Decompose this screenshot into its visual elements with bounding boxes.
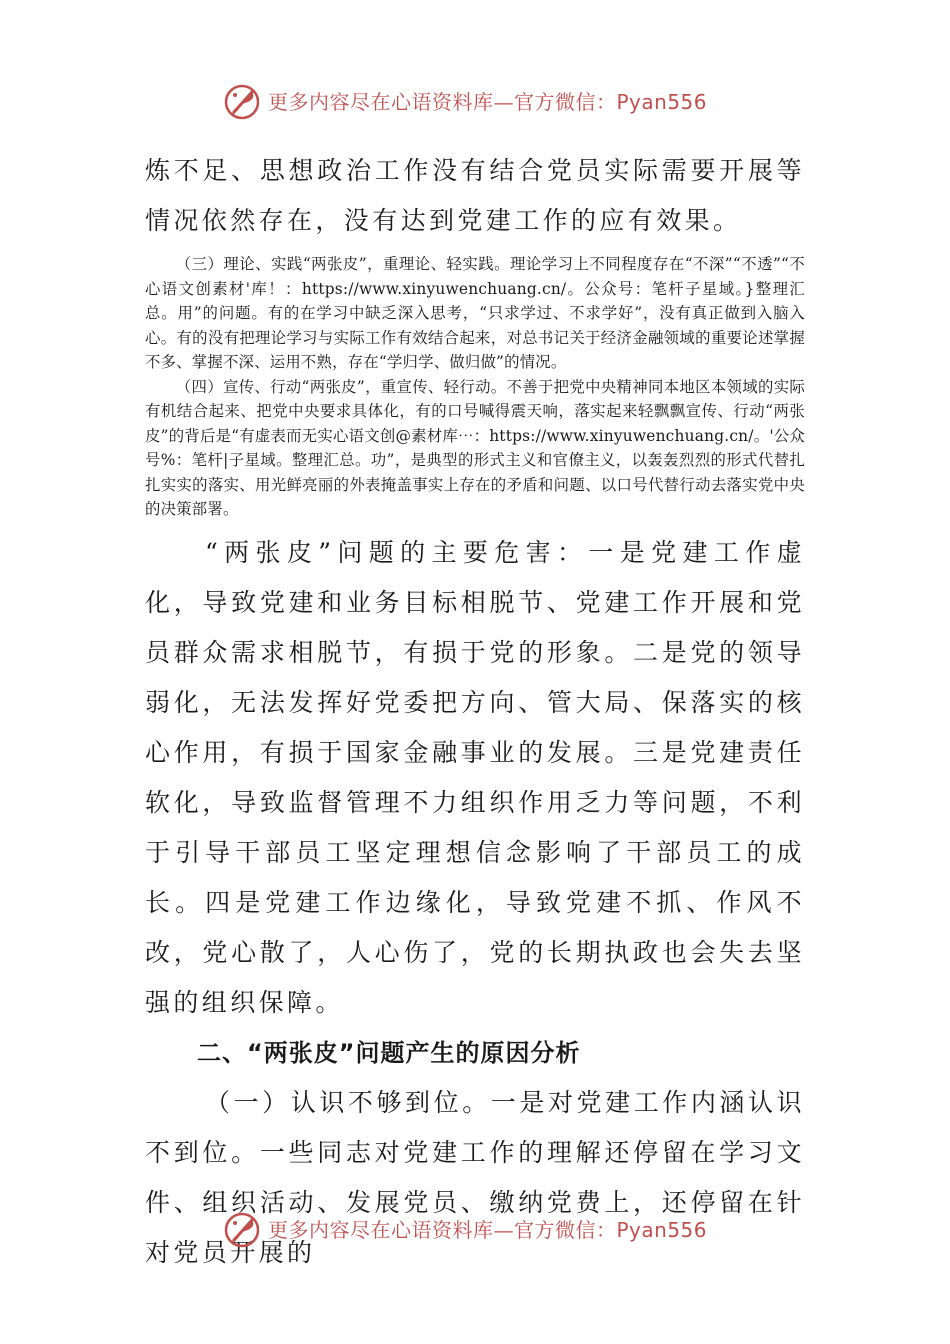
quill-logo-icon [222,82,262,122]
paragraph-5: （一）认识不够到位。一是对党建工作内涵认识不到位。一些同志对党建工作的理解还停留在学习文件、组织活动、发展党员、缴纳党费上，还停留在针对党员开展的 [145,1087,805,1267]
section-heading: 二、“两张皮”问题产生的原因分析 [197,1038,581,1067]
wechat-id: Pyan556 [616,1218,708,1242]
watermark-banner-top [222,78,742,126]
watermark-text-cn: 更多内容尽在心语资料库—官方微信： [268,1218,617,1242]
quill-logo-icon [222,1210,262,1250]
document-body [145,146,805,1278]
watermark-text-cn: 更多内容尽在心语资料库—官方微信： [268,90,617,114]
paragraph-4: “两张皮”问题的主要危害：一是党建工作虚化，导致党建和业务目标相脱节、党建工作开展和党员群众需求相脱节，有损于党的形象。二是党的领导弱化，无法发挥好党委把方向、管大局、保落实的核心作用，有损于国家金融事业的发展。三是党建责任软化，导致监督管理不力组织作用乏力等问题，不利于引导干部员工坚定理想信念影响了干部员工的成长。四是党建工作边缘化，导致党建不抓、作风不改，党心散了，人心伤了，党的长期执政也会失去坚强的组织保障。 [145,537,805,1017]
paragraph-2: （三）理论、实践“两张皮”，重理论、轻实践。理论学习上不同程度存在“不深”“不透”“不心语文创素材'库！：https://www.xinyuwenchuang.cn/。公众号：笔杆子星域。}整理汇总。用”的问题。有的在学习中缺乏深入思考，“只求学过、不求学好”，没有真正做到入脑入心。有的没有把理论学习与实际工作有效结合起来，对总书记关于经济金融领域的重要论述掌握不多、掌握不深、运用不熟，存在“学归学、做归做”的情况。 [145,255,805,371]
paragraph-1: 炼不足、思想政治工作没有结合党员实际需要开展等情况依然存在，没有达到党建工作的应有效果。 [145,156,805,235]
watermark-text [268,1220,707,1240]
watermark-text [268,92,707,112]
paragraph-3: （四）宣传、行动“两张皮”，重宣传、轻行动。不善于把党中央精神同本地区本领域的实际有机结合起来、把党中央要求具体化，有的口号喊得震天响，落实起来轻飘飘宣传、行动“两张皮”的背后是“有虚表而无实心语文创@素材库⋯：https://www.xinyuwenchuang.cn/。'公众号%：笔杆|子星域。整理汇总。功”，是典型的形式主义和官僚主义，以轰轰烈烈的形式代替扎扎实实的落实、用光鲜亮丽的外表掩盖事实上存在的矛盾和问题、以口号代替行动去落实党中央的决策部署。 [145,377,805,518]
wechat-id: Pyan556 [616,90,708,114]
watermark-banner-bottom [222,1206,742,1254]
